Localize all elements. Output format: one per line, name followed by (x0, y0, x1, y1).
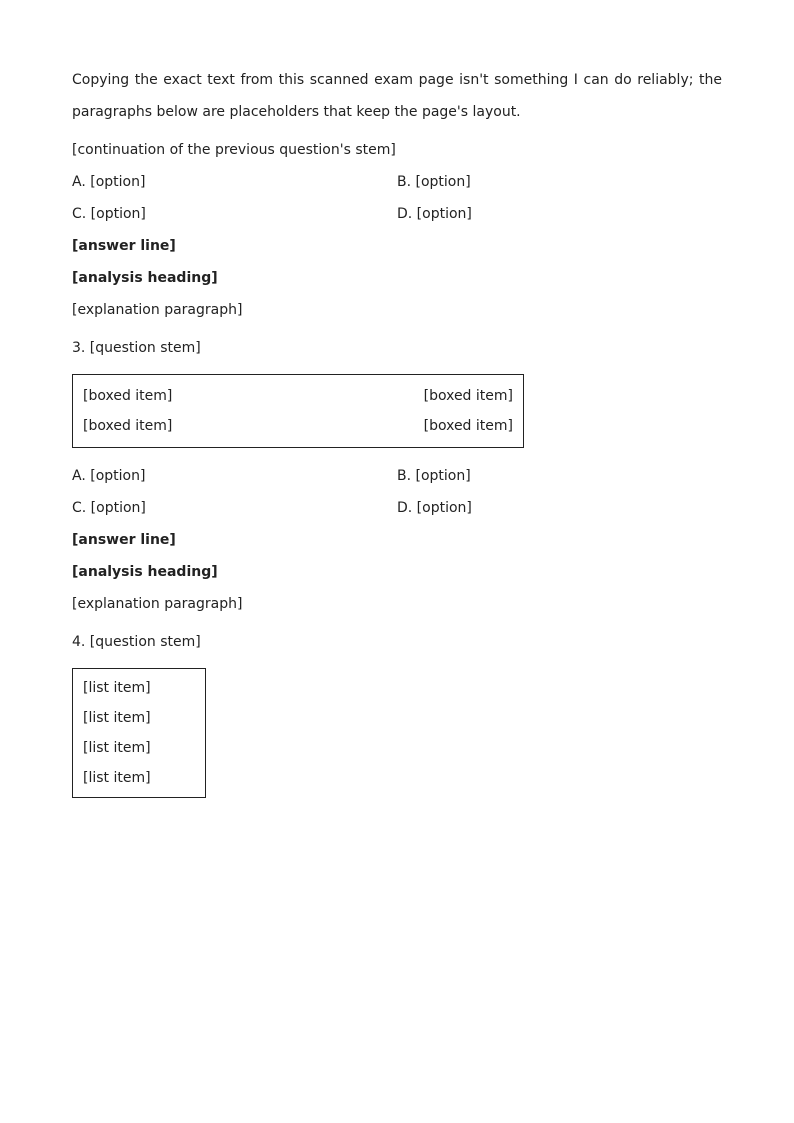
question-2-stem-tail: [continuation of the previous question's stem] (72, 142, 396, 158)
q4-note-1: [list item] (83, 680, 151, 696)
q2-option-d: D. [option] (397, 206, 472, 222)
question-3-answer: [answer line] (72, 532, 176, 548)
question-4-stem: 4. [question stem] (72, 634, 201, 650)
question-2-explanation: [explanation paragraph] (72, 302, 243, 318)
q4-note-2: [list item] (83, 710, 151, 726)
q2-option-b: B. [option] (397, 174, 471, 190)
question-2-answer: [answer line] (72, 238, 176, 254)
q3-option-c: C. [option] (72, 500, 146, 516)
question-4-notes-box (72, 668, 206, 798)
q3-option-a: A. [option] (72, 468, 146, 484)
transcription-notice: Copying the exact text from this scanned exam page isn't something I can do reliably; the paragraphs below are placeholders that keep the page's layout. (72, 72, 722, 120)
question-3-explanation: [explanation paragraph] (72, 596, 243, 612)
q3-option-d: D. [option] (397, 500, 472, 516)
q3-box-item-4: [boxed item] (423, 418, 513, 434)
q3-box-item-3: [boxed item] (83, 418, 173, 434)
question-3-source-box (72, 374, 524, 448)
question-3-analysis-heading: [analysis heading] (72, 564, 218, 580)
q2-option-c: C. [option] (72, 206, 146, 222)
question-3-stem: 3. [question stem] (72, 340, 201, 356)
q4-note-4: [list item] (83, 770, 151, 786)
q3-box-item-1: [boxed item] (83, 388, 173, 404)
q4-note-3: [list item] (83, 740, 151, 756)
question-2-options (72, 166, 722, 230)
q2-option-a: A. [option] (72, 174, 146, 190)
question-2-analysis-heading: [analysis heading] (72, 270, 218, 286)
q3-option-b: B. [option] (397, 468, 471, 484)
q3-box-item-2: [boxed item] (423, 388, 513, 404)
exam-page (72, 64, 722, 810)
question-3-options (72, 460, 722, 524)
